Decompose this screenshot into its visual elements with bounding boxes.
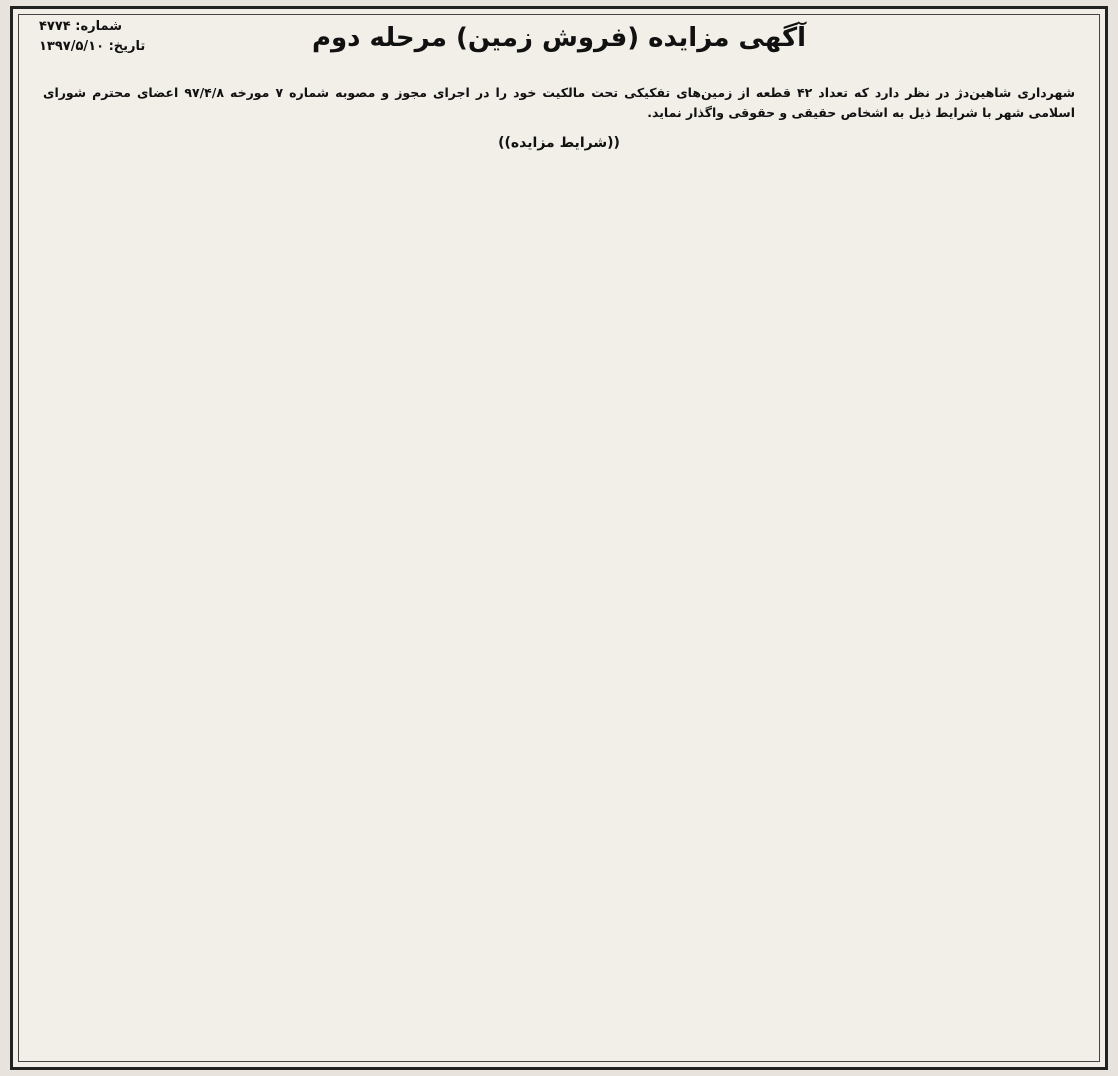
notice-number: شماره: ۴۷۷۴ — [39, 19, 123, 34]
notice-title: آگهی مزایده (فروش زمین) مرحله دوم — [311, 23, 807, 53]
intro-paragraph: شهرداری شاهین‌دژ در نظر دارد که تعداد ۴۲ قطعه از زمین‌های تفکیکی تحت مالکیت خود را در اجرای مجوز و مصوبه شماره ۷ مورخه ۹۷/۴/۸ اعضای محترم شورای اسلامی شهر با شرایط ذیل به اشخاص حقیقی و حقوقی واگذار نماید. — [43, 85, 1075, 120]
conditions-heading: ((شرایط مزایده)) — [498, 135, 620, 151]
notice-date: تاریخ: ۱۳۹۷/۵/۱۰ — [39, 39, 146, 54]
auction-notice — [10, 6, 1108, 1070]
notice-frame — [18, 14, 1100, 1062]
